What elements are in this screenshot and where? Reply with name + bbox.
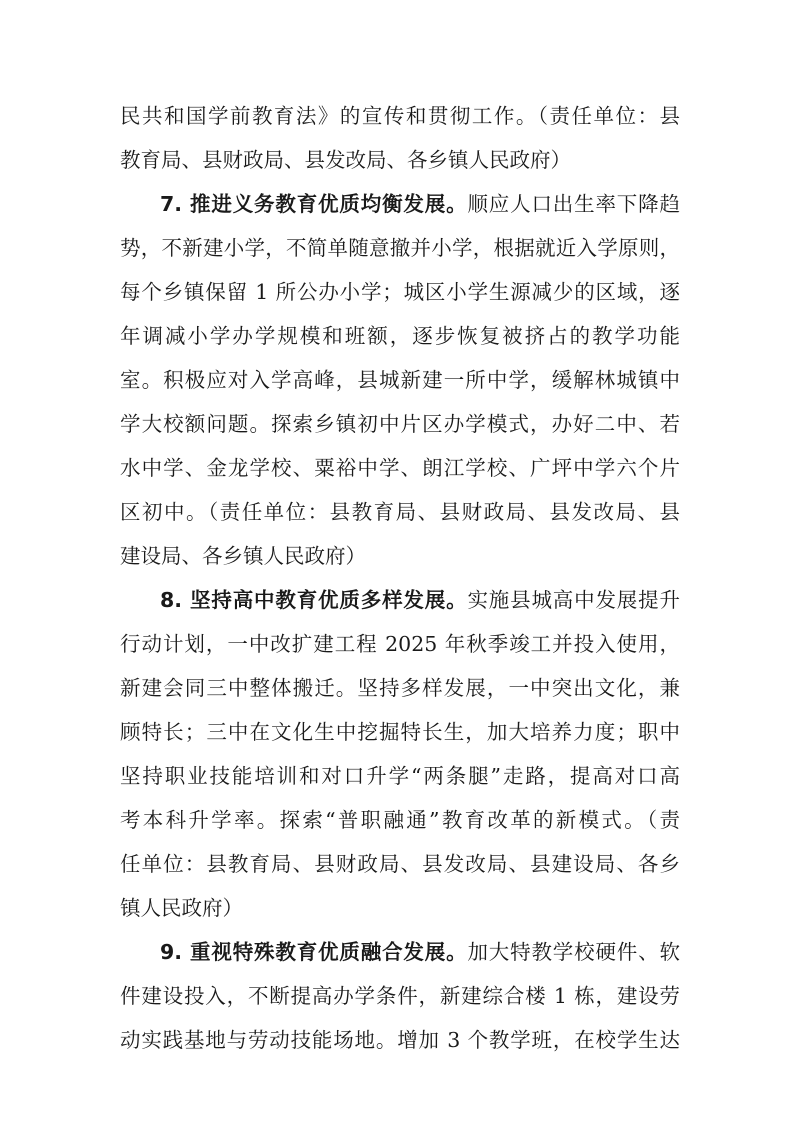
text-line: 镇人民政府）: [120, 896, 243, 920]
text-line: 室。积极应对入学高峰，县城新建一所中学，缓解林城镇中: [120, 368, 680, 392]
item-9-text: 加大特教学校硬件、软: [467, 940, 680, 964]
text-line: 区初中。（责任单位：县教育局、县财政局、县发改局、县: [120, 500, 680, 524]
text-line: 动实践基地与劳动技能场地。增加 3 个教学班，在校学生达: [120, 1028, 680, 1052]
item-7-heading: 7. 推进义务教育优质均衡发展。: [160, 192, 468, 216]
text-line: 行动计划，一中改扩建工程 2025 年秋季竣工并投入使用，: [120, 632, 680, 656]
text-line: 势，不新建小学，不简单随意撤并小学，根据就近入学原则，: [120, 236, 680, 260]
text-line: 学大校额问题。探索乡镇初中片区办学模式，办好二中、若: [120, 412, 680, 436]
text-line: 年调减小学办学规模和班额，逐步恢复被挤占的教学功能: [120, 324, 680, 348]
text-line: 新建会同三中整体搬迁。坚持多样发展，一中突出文化，兼: [120, 676, 680, 700]
text-line: 任单位：县教育局、县财政局、县发改局、县建设局、各乡: [120, 852, 680, 876]
item-9-paragraph-start: [160, 938, 680, 966]
text-line: 件建设投入，不断提高办学条件，新建综合楼 1 栋，建设劳: [120, 984, 680, 1008]
item-8-text: 实施县城高中发展提升: [467, 588, 680, 612]
item-8-paragraph-start: [160, 586, 680, 614]
text-line: 建设局、各乡镇人民政府）: [120, 544, 366, 568]
text-line: 每个乡镇保留 1 所公办小学；城区小学生源减少的区域，逐: [120, 280, 680, 304]
text-line: 考本科升学率。探索“普职融通”教育改革的新模式。（责: [120, 808, 680, 832]
item-9-heading: 9. 重视特殊教育优质融合发展。: [160, 940, 468, 964]
text-line: 教育局、县财政局、县发改局、各乡镇人民政府）: [120, 148, 571, 172]
text-line: 顾特长；三中在文化生中挖掘特长生，加大培养力度；职中: [120, 720, 680, 744]
item-7-text: 顺应人口出生率下降趋: [467, 192, 680, 216]
item-8-heading: 8. 坚持高中教育优质多样发展。: [160, 588, 468, 612]
text-line: 坚持职业技能培训和对口升学“两条腿”走路，提高对口高: [120, 764, 680, 788]
text-line: 民共和国学前教育法》的宣传和贯彻工作。（责任单位：县: [120, 104, 680, 128]
text-line: 水中学、金龙学校、粟裕中学、朗江学校、广坪中学六个片: [120, 456, 680, 480]
item-7-paragraph-start: [160, 190, 680, 218]
